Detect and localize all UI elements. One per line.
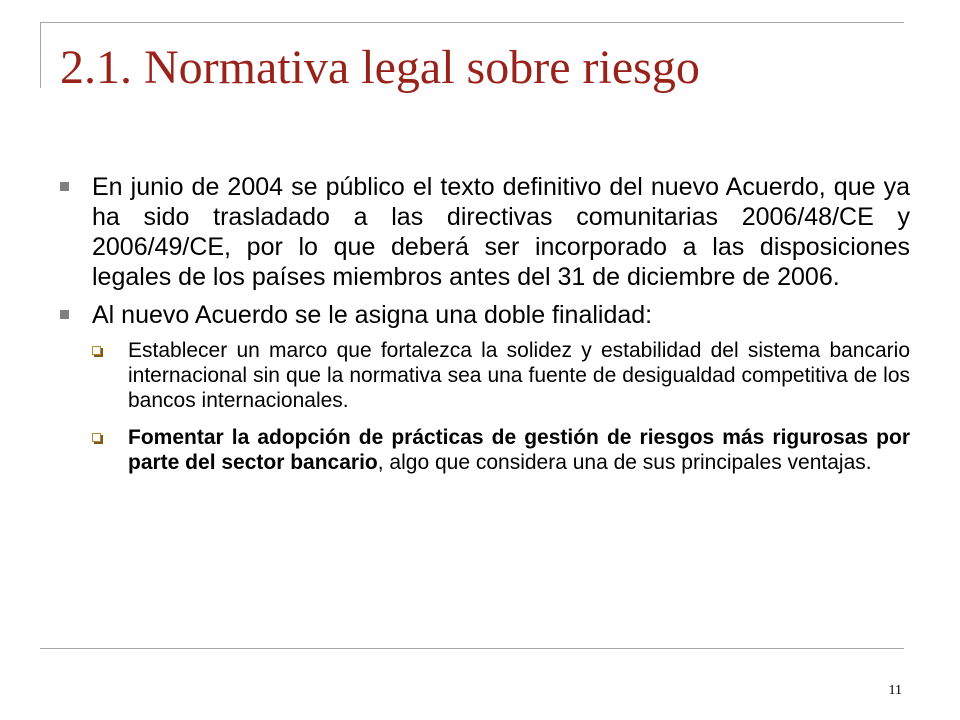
bullet-item-level1	[60, 300, 910, 330]
bullet-text: Establecer un marco que fortalezca la solidez y estabilidad del sistema bancario internacional sin que la normativa sea una fuente de desigualdad competitiva de los bancos internacionales.	[128, 339, 910, 412]
bullet-text: En junio de 2004 se público el texto definitivo del nuevo Acuerdo, que ya ha sido trasladado a las directivas comunitarias 2006/48/CE y 2006/49/CE, por lo que deberá ser incorporado a las disposiciones legales de los países miembros antes del 31 de diciembre de 2006.	[92, 173, 910, 291]
square-bullet-icon	[60, 182, 69, 191]
top-rule	[40, 22, 904, 23]
slide-title: 2.1. Normativa legal sobre riesgo	[60, 41, 700, 94]
slide-body	[60, 172, 910, 487]
square-bullet-icon	[60, 310, 69, 319]
left-rule	[40, 22, 41, 88]
bullet-item-level2	[92, 425, 910, 475]
bottom-rule	[40, 648, 904, 649]
hollow-square-bullet-icon	[92, 433, 101, 442]
page-number: 11	[888, 683, 902, 698]
bullet-bold-text: Fomentar la adopción de prácticas de gestión de riesgos más rigurosas por parte del sector bancario	[128, 426, 910, 474]
bullet-item-level1	[60, 172, 910, 292]
hollow-square-bullet-icon	[92, 346, 101, 355]
bullet-text: , algo que considera una de sus principales ventajas.	[377, 451, 872, 474]
bullet-item-level2	[92, 338, 910, 413]
bullet-text: Al nuevo Acuerdo se le asigna una doble finalidad:	[92, 301, 653, 329]
